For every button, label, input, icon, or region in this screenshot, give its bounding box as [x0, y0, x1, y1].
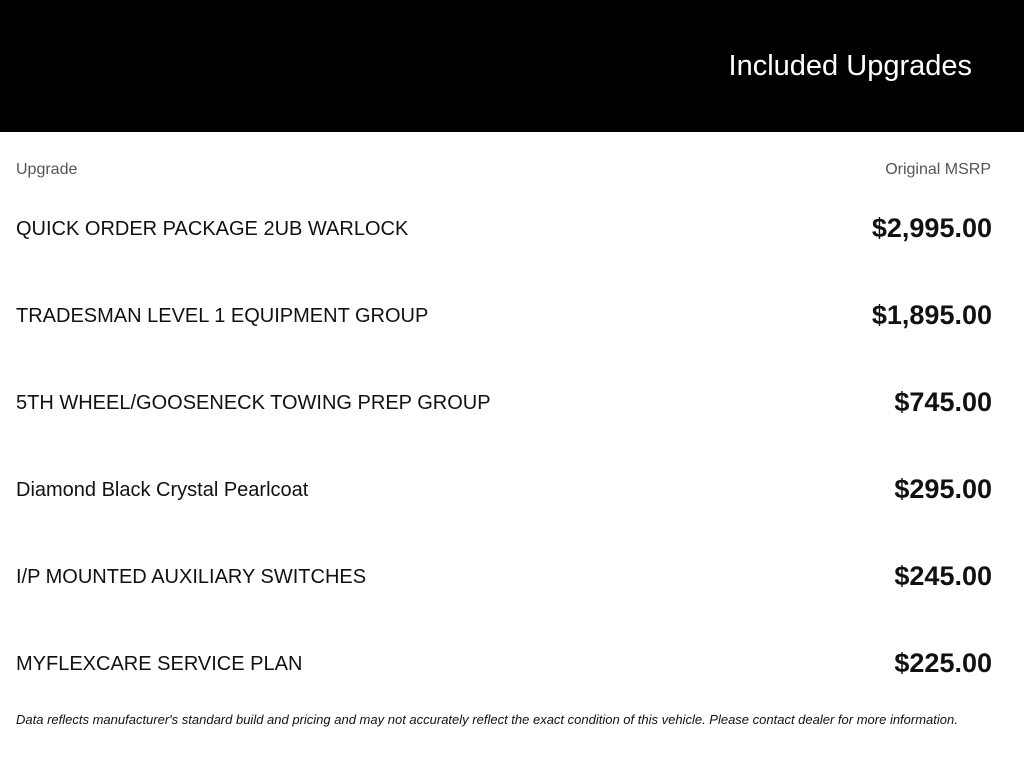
upgrade-name: QUICK ORDER PACKAGE 2UB WARLOCK [16, 218, 409, 240]
list-item [0, 445, 1024, 532]
list-item [0, 532, 1024, 619]
upgrade-name: TRADESMAN LEVEL 1 EQUIPMENT GROUP [16, 305, 429, 327]
upgrade-price: $2,995.00 [871, 213, 992, 243]
list-item [0, 271, 1024, 358]
upgrade-name: MYFLEXCARE SERVICE PLAN [16, 653, 303, 675]
upgrade-price: $225.00 [894, 648, 992, 678]
page-title: Included Upgrades [728, 50, 972, 82]
upgrade-price: $245.00 [894, 561, 992, 591]
upgrade-price: $745.00 [894, 387, 992, 417]
upgrade-name: Diamond Black Crystal Pearlcoat [16, 479, 309, 501]
upgrade-name: I/P MOUNTED AUXILIARY SWITCHES [16, 566, 367, 588]
upgrade-name: 5TH WHEEL/GOOSENECK TOWING PREP GROUP [16, 392, 491, 414]
upgrade-price: $295.00 [894, 474, 992, 504]
disclaimer-text: Data reflects manufacturer's standard build and pricing and may not accurately reflect the exact condition of this vehicle. Please contact dealer for more information. [16, 712, 958, 727]
upgrade-price: $1,895.00 [871, 300, 992, 330]
list-item [0, 619, 1024, 706]
column-header-msrp: Original MSRP [885, 161, 991, 178]
column-header-upgrade: Upgrade [16, 161, 78, 178]
list-item [0, 184, 1024, 271]
upgrades-list [0, 184, 1024, 706]
list-item [0, 358, 1024, 445]
header-banner [0, 0, 1024, 132]
